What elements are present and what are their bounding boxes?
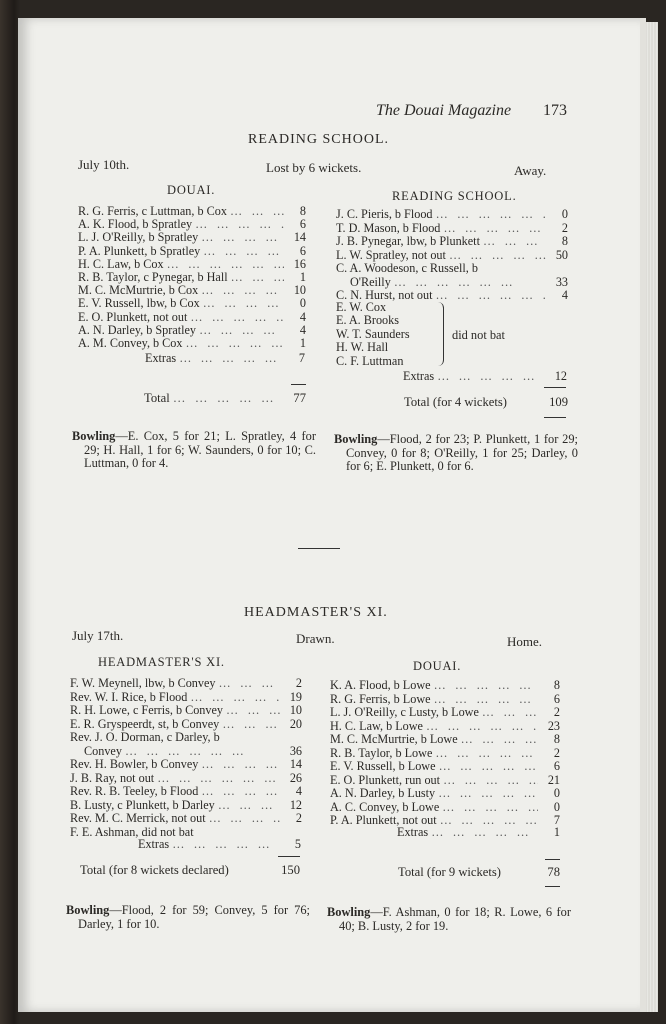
runs: 4 bbox=[299, 322, 306, 337]
batting-row bbox=[70, 731, 302, 744]
match-date: July 17th. bbox=[72, 628, 124, 643]
batting-row bbox=[70, 677, 302, 690]
runs: 6 bbox=[553, 691, 560, 706]
runs: 2 bbox=[295, 811, 302, 825]
batting-row bbox=[330, 760, 560, 773]
batsman-dismissal: Rev. J. O. Dorman, c Darley, b bbox=[70, 731, 220, 744]
batsman-dismissal: L. J. O'Reilly, c Lusty, b Lowe … … … … … … bbox=[330, 706, 538, 719]
batsman-dismissal: P. A. Plunkett, b Spratley … … … … … … bbox=[78, 245, 284, 258]
page-edges bbox=[646, 22, 658, 1012]
batsman-dismissal: J. B. Ray, not out … … … … … … bbox=[70, 772, 280, 785]
runs: 6 bbox=[299, 243, 306, 258]
total-rule bbox=[291, 384, 306, 385]
team-heading: READING SCHOOL. bbox=[392, 189, 517, 203]
batsman-dismissal: Rev. M. C. Merrick, not out … … … … … … bbox=[70, 812, 280, 825]
batsman-dismissal: E. O. Plunkett, run out … … … … … … bbox=[330, 774, 538, 787]
runs: 20 bbox=[289, 716, 302, 731]
batting-row bbox=[78, 245, 306, 258]
runs: 21 bbox=[547, 772, 560, 787]
batting-row bbox=[84, 745, 302, 758]
batsman-dismissal: E. V. Russell, b Lowe … … … … … … bbox=[330, 760, 538, 773]
runs: 23 bbox=[547, 718, 560, 733]
runs: 1 bbox=[299, 270, 306, 284]
runs: 2 bbox=[561, 220, 568, 235]
batting-row bbox=[330, 801, 560, 814]
batting-row bbox=[78, 205, 306, 218]
runs: 8 bbox=[299, 204, 306, 218]
runs: 8 bbox=[553, 732, 560, 746]
batting-row bbox=[78, 324, 306, 337]
runs: 8 bbox=[553, 678, 560, 692]
batsman-dismissal: H. C. Law, b Cox … … … … … … bbox=[78, 258, 284, 271]
did-not-bat-player: H. W. Hall bbox=[336, 340, 389, 355]
total-rule bbox=[278, 856, 300, 857]
batting-row bbox=[70, 691, 302, 704]
batting-row bbox=[336, 222, 568, 235]
batsman-dismissal: F. E. Ashman, did not bat bbox=[70, 825, 194, 839]
runs: 7 bbox=[553, 813, 560, 827]
batting-row bbox=[78, 218, 306, 231]
runs: 14 bbox=[289, 757, 302, 771]
batsman-dismissal: T. D. Mason, b Flood … … … … … … bbox=[336, 222, 546, 235]
batting-row bbox=[330, 747, 560, 760]
match-result: Lost by 6 wickets. bbox=[266, 160, 362, 175]
runs: 4 bbox=[561, 288, 568, 302]
batsman-dismissal: R. B. Taylor, c Pynegar, b Hall … … … … … … bbox=[78, 271, 284, 284]
batting-row bbox=[330, 693, 560, 706]
batting-row bbox=[336, 235, 568, 248]
batsman-dismissal: B. Lusty, c Plunkett, b Darley … … … … … … bbox=[70, 799, 280, 812]
did-not-bat-player: E. W. Cox bbox=[336, 300, 387, 314]
batsman-dismissal: Rev. W. I. Rice, b Flood … … … … … … bbox=[70, 691, 280, 704]
batsman-dismissal: Rev. R. B. Teeley, b Flood … … … … … … bbox=[70, 785, 280, 798]
batsman-dismissal: K. A. Flood, b Lowe … … … … … … bbox=[330, 679, 538, 692]
batting-row bbox=[336, 249, 568, 262]
batsman-dismissal: L. J. O'Reilly, b Spratley … … … … … … bbox=[78, 231, 284, 244]
batsman-dismissal: E. O. Plunkett, not out … … … … … … bbox=[78, 311, 284, 324]
match-title: HEADMASTER'S XI. bbox=[244, 605, 388, 620]
batsman-dismissal: C. N. Hurst, not out … … … … … … bbox=[336, 289, 546, 302]
batting-row bbox=[330, 733, 560, 746]
batting-row bbox=[336, 262, 568, 275]
did-not-bat-player: E. A. Brooks bbox=[336, 313, 399, 328]
batsman-dismissal: R. B. Taylor, b Lowe … … … … … … bbox=[330, 747, 538, 760]
runs: 16 bbox=[293, 256, 306, 271]
runs: 6 bbox=[553, 759, 560, 773]
batsman-dismissal: O'Reilly … … … … … … bbox=[350, 276, 546, 289]
batsman-dismissal: A. N. Darley, b Spratley … … … … … … bbox=[78, 324, 284, 337]
batsman-dismissal: Rev. H. Bowler, b Convey … … … … … … bbox=[70, 758, 280, 771]
match-date: July 10th. bbox=[78, 157, 130, 172]
team-heading: DOUAI. bbox=[167, 183, 216, 197]
batting-row bbox=[330, 720, 560, 733]
batsman-dismissal: E. V. Russell, lbw, b Cox … … … … … … bbox=[78, 297, 284, 310]
runs: 4 bbox=[295, 784, 302, 798]
runs: 1 bbox=[299, 336, 306, 350]
page-number: 173 bbox=[543, 102, 567, 119]
batting-row bbox=[70, 718, 302, 731]
batsman-dismissal: A. C. Convey, b Lowe … … … … … … bbox=[330, 801, 538, 814]
batting-row bbox=[78, 258, 306, 271]
runs: 0 bbox=[553, 799, 560, 814]
extras-row: Extras … … … … … … 1 bbox=[397, 826, 560, 839]
match-venue: Home. bbox=[507, 634, 543, 649]
batsman-dismissal: R. H. Lowe, c Ferris, b Convey … … … … … … bbox=[70, 704, 280, 717]
batsman-dismissal: E. R. Gryspeerdt, st, b Convey … … … … … … bbox=[70, 718, 280, 731]
batting-row bbox=[78, 311, 306, 324]
batting-row bbox=[70, 704, 302, 717]
runs: 0 bbox=[561, 207, 568, 221]
batsman-dismissal: M. C. McMurtrie, b Lowe … … … … … … bbox=[330, 733, 538, 746]
batsman-dismissal: R. G. Ferris, c Luttman, b Cox … … … … … … bbox=[78, 205, 284, 218]
batsman-dismissal: C. A. Woodeson, c Russell, b bbox=[336, 262, 478, 275]
runs: 8 bbox=[561, 234, 568, 248]
match-venue: Away. bbox=[514, 163, 547, 178]
runs: 26 bbox=[289, 770, 302, 785]
batting-row bbox=[78, 284, 306, 297]
bowling-summary: Bowling—Flood, 2 for 59; Convey, 5 for 76; Darley, 1 for 10. bbox=[66, 903, 310, 931]
team-heading: HEADMASTER'S XI. bbox=[98, 655, 225, 669]
batting-row bbox=[336, 208, 568, 221]
batsman-dismissal: M. C. McMurtrie, b Cox … … … … … … bbox=[78, 284, 284, 297]
runs: 12 bbox=[289, 797, 302, 812]
match-result: Drawn. bbox=[296, 631, 335, 646]
total-row: Total (for 8 wickets declared) 150 bbox=[80, 863, 300, 877]
runs: 2 bbox=[553, 705, 560, 719]
batting-row bbox=[330, 774, 560, 787]
bracket bbox=[433, 302, 444, 366]
batting-row bbox=[78, 337, 306, 350]
batting-row bbox=[78, 231, 306, 244]
runs: 2 bbox=[553, 745, 560, 760]
batting-row bbox=[70, 785, 302, 798]
batsman-dismissal: A. M. Convey, b Cox … … … … … … bbox=[78, 337, 284, 350]
did-not-bat-label: did not bat bbox=[452, 328, 505, 342]
team-heading: DOUAI. bbox=[413, 659, 462, 673]
runs: 0 bbox=[553, 786, 560, 800]
batting-row bbox=[70, 812, 302, 825]
did-not-bat-player: C. F. Luttman bbox=[336, 353, 404, 368]
batsman-dismissal: R. G. Ferris, b Lowe … … … … … … bbox=[330, 693, 538, 706]
running-title: The Douai Magazine bbox=[376, 102, 512, 119]
batsman-dismissal: H. C. Law, b Lowe … … … … … … bbox=[330, 720, 538, 733]
batting-row bbox=[70, 826, 302, 839]
runs bbox=[546, 262, 568, 275]
runs bbox=[280, 731, 302, 744]
batting-row bbox=[70, 772, 302, 785]
runs: 14 bbox=[293, 230, 306, 245]
extras-row: Extras … … … … … … 7 bbox=[145, 352, 305, 365]
runs: 36 bbox=[289, 743, 302, 758]
total-row: Total (for 4 wickets) 109 bbox=[404, 395, 568, 409]
batting-row bbox=[330, 679, 560, 692]
bowling-summary: Bowling—F. Ashman, 0 for 18; R. Lowe, 6 for 40; B. Lusty, 2 for 19. bbox=[327, 905, 571, 933]
batsman-dismissal: A. N. Darley, b Lusty … … … … … … bbox=[330, 787, 538, 800]
runs: 33 bbox=[555, 274, 568, 289]
did-not-bat-player: W. T. Saunders bbox=[336, 326, 410, 341]
batsman-dismissal: J. B. Pynegar, lbw, b Plunkett … … … … … … bbox=[336, 235, 546, 248]
batsman-dismissal: F. W. Meynell, lbw, b Convey … … … … … … bbox=[70, 677, 280, 690]
total-row: Total … … … … … … 77 bbox=[144, 392, 306, 405]
batting-row bbox=[330, 706, 560, 719]
batsman-dismissal: A. K. Flood, b Spratley … … … … … … bbox=[78, 218, 284, 231]
total-row: Total (for 9 wickets) 78 bbox=[398, 865, 560, 879]
total-rule bbox=[545, 859, 560, 860]
match-title: READING SCHOOL. bbox=[248, 132, 389, 147]
total-rule bbox=[545, 886, 560, 887]
runs: 0 bbox=[299, 296, 306, 311]
section-divider bbox=[298, 548, 340, 549]
runs: 50 bbox=[555, 247, 568, 262]
batsman-dismissal: L. W. Spratley, not out … … … … … … bbox=[336, 249, 546, 262]
runs: 6 bbox=[299, 217, 306, 232]
batsman-dismissal: P. A. Plunkett, not out … … … … … … bbox=[330, 814, 538, 827]
batting-row bbox=[350, 276, 568, 289]
batting-row bbox=[78, 297, 306, 310]
batting-row bbox=[78, 271, 306, 284]
runs: 19 bbox=[289, 689, 302, 704]
bowling-summary: Bowling—Flood, 2 for 23; P. Plunkett, 1 for 29; Convey, 0 for 8; O'Reilly, 1 for 25; Darley, 0 for 6; E. Plunkett, 0 for 6. bbox=[334, 432, 578, 474]
batsman-dismissal: J. C. Pieris, b Flood … … … … … … bbox=[336, 208, 546, 221]
batsman-dismissal: Convey … … … … … … bbox=[84, 745, 280, 758]
batting-row bbox=[70, 758, 302, 771]
bowling-summary: Bowling—E. Cox, 5 for 21; L. Spratley, 4 for 29; H. Hall, 1 for 6; W. Saunders, 0 for 10; C. Luttman, 0 for 4. bbox=[72, 429, 316, 471]
batting-row bbox=[70, 799, 302, 812]
total-rule bbox=[544, 417, 566, 418]
runs: 4 bbox=[299, 309, 306, 324]
batting-row bbox=[330, 787, 560, 800]
extras-row: Extras … … … … … … 5 bbox=[138, 838, 301, 851]
runs: 10 bbox=[289, 703, 302, 717]
runs: 10 bbox=[293, 283, 306, 298]
extras-row: Extras … … … … … … 12 bbox=[403, 370, 567, 383]
total-rule bbox=[544, 387, 566, 388]
runs: 2 bbox=[295, 676, 302, 690]
